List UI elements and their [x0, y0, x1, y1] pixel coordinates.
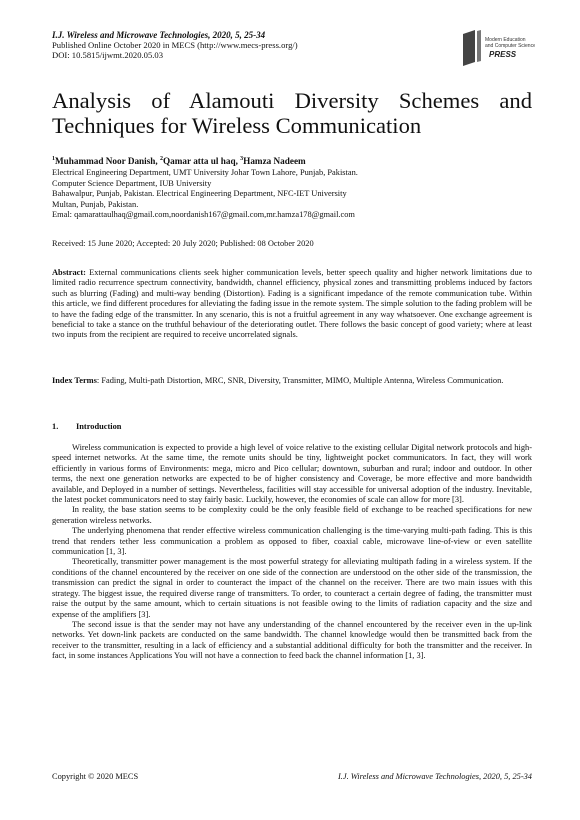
index-terms-text: : Fading, Multi-path Distortion, MRC, SNR, Diversity, Transmitter, MIMO, Multiple Antenna, Wireless Communication.	[96, 376, 504, 385]
footer-copyright: Copyright © 2020 MECS	[52, 772, 139, 781]
section-heading	[52, 422, 121, 431]
publisher-logo	[455, 28, 535, 68]
paragraph: The underlying phenomena that render effective wireless communication challenging is the time-varying multi-path fading. This is this trend that renders tether less communication a problem as opposed to fiber, coaxial cable, microwave line-of-view or even satellite communication [1, 3].	[52, 526, 532, 557]
author3-sup: 3	[240, 156, 244, 162]
published-line: Published Online October 2020 in MECS (http://www.mecs-press.org/)	[52, 40, 298, 51]
abstract	[52, 268, 532, 341]
paragraph: In reality, the base station seems to be complexity could be the only feasible field of exchange to be reached specifications for new generation wireless networks.	[52, 505, 532, 525]
index-terms	[52, 376, 532, 386]
abstract-text: External communications clients seek higher communication levels, better speech quality and higher network limitations due to limited radio recurrence spectrum connectivity, bandwidth, channel efficiency, physical zones and transmitting problems induced by factors such as blurring (Fading) and multi-way bending (Distortion). Fading is a significant impedance of the remote communication tube. Within this article, we find different procedures for alleviating the fading issue in the remote system. The simple solution to the fading problem will be to have the fading edge of the transmitter. In any scenario, this is not a fruitful agreement in any way whatsoever. One exchange agreement is beneficial to take a stance on the truthful behaviour of the deteriorating outlet. There follows the basic concept of good variety; where at least two inputs from the recipient are required to receive uncorrelated signals.	[52, 268, 532, 340]
publication-dates: Received: 15 June 2020; Accepted: 20 July 2020; Published: 08 October 2020	[52, 239, 314, 248]
affiliation-line: Bahawalpur, Punjab, Pakistan. Electrical Engineering Department, NFC-IET University	[52, 189, 347, 198]
section-title: Introduction	[76, 422, 122, 431]
paper-title: Analysis of Alamouti Diversity Schemes and Techniques for Wireless Communication	[52, 88, 532, 138]
affiliation-line: Computer Science Department, IUB University	[52, 178, 212, 188]
author2-sup: 2	[160, 156, 163, 162]
paragraph: Wireless communication is expected to provide a high level of voice relative to the existing cellular Digital network protocols and high-speed internet networks. At the same time, the remote units should be tiny, lightweight pocket communicators. In fact, they will work efficiently in various forms of Environments: mega, micro and Pico cellular; downtown, suburban and rural; indoor and outdoor. In other terms, the next one generation networks are expected to be of higher consistency and Coverage, be more effective and more bandwidth available, and Deployed in a number of settings. Nevertheless, facilities will stay accessible for universal adoption of the industry. Inevitable, the latest pocket communicators need to stay fairly basic. Luckily, however, the economies of scale can allow for more [3].	[52, 443, 532, 505]
author3: Hamza Nadeem	[243, 156, 306, 167]
affiliation-line: Electrical Engineering Department, UMT University Johar Town Lahore, Punjab, Pakistan.	[52, 168, 358, 177]
paragraph: Theoretically, transmitter power management is the most powerful strategy for alleviating multipath fading in a wireless system. If the conditions of the channel encountered by the receiver on one side of the connection are understood on the other side of the transmission, the transmission can predict the signal in order to counteract the impact of the channel on the receiver. There are two main issues with this strategy. The biggest issue, the required diverse range of transmitters. To order, to counteract a certain degree of fading, the transmitter must raise the output by the same amount, which to certain situations is not feasible owing to the limits of radiation capacity and the size and expense of the amplifiers [3].	[52, 557, 532, 619]
affiliations	[52, 168, 532, 221]
journal-header	[52, 30, 452, 61]
logo-line1: Modern Education	[485, 37, 526, 43]
logo-line2: and Computer Science	[485, 43, 535, 49]
footer-journal: I.J. Wireless and Microwave Technologies, 2020, 5, 25-34	[338, 772, 532, 781]
body-text	[52, 443, 532, 662]
author1-sup: 1	[52, 156, 55, 162]
paragraph: The second issue is that the sender may not have any understanding of the channel encountered by the receiver even in the up-link networks. Yet down-link packets are conducted on the same bandwidth. The channel knowledge would then be transmitted back from the receiver to the transmitter, resulting in a lack of efficiency and a substantial additional difficulty for both the transmitter and the receiver. In fact, in some instances Applications You will not have a connection to feed back the channel information [1, 3].	[52, 619, 532, 661]
affiliation-line: Multan, Punjab, Pakistan.	[52, 199, 139, 209]
journal-citation: I.J. Wireless and Microwave Technologies, 2020, 5, 25-34	[52, 30, 266, 40]
author-list	[52, 156, 532, 166]
author2: Qamar atta ul haq,	[163, 156, 241, 167]
doi-line: DOI: 10.5815/ijwmt.2020.05.03	[52, 50, 164, 61]
logo-word: PRESS	[489, 50, 517, 59]
abstract-label: Abstract:	[52, 268, 86, 277]
section-number: 1.	[52, 422, 59, 431]
publisher-logo-icon	[455, 28, 535, 68]
index-terms-label: Index Terms	[52, 376, 97, 385]
author1: Muhammad Noor Danish,	[55, 156, 160, 167]
email-line: Emal: qamarattaulhaq@gmail.com,noordanish167@gmail.com,mr.hamza178@gmail.com	[52, 210, 355, 219]
